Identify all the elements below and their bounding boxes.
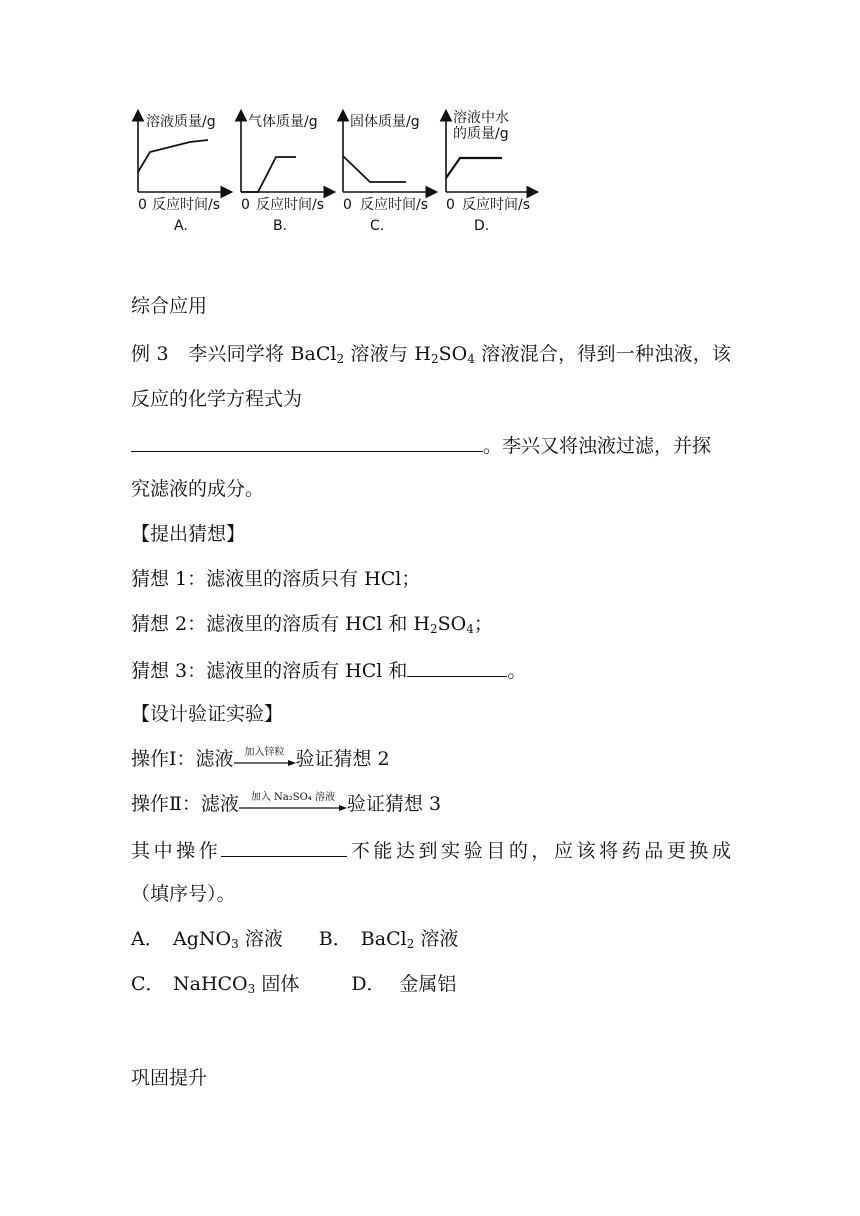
graphs-svg <box>130 106 540 236</box>
answer-blank-operation[interactable] <box>221 836 347 857</box>
graph-b-xlabel: 反应时间/s <box>256 197 325 213</box>
option-a-text: AgNO$_3$ 溶液 <box>173 928 283 951</box>
example3-line4: 究滤液的成分。 <box>131 478 265 500</box>
section-heading-text-2: 巩固提升 <box>131 1067 208 1089</box>
graph-a-xlabel: 反应时间/s <box>152 197 221 213</box>
reaction-condition-2: 加入 Na₂SO₄ 溶液 <box>250 792 335 803</box>
graph-options <box>130 106 540 236</box>
graph-a <box>138 112 230 234</box>
hypothesis-3: 猜想 3：滤液里的溶质有 HCl 和 。 <box>131 656 526 684</box>
graph-d-ylabel-2: 的质量/g <box>453 126 509 142</box>
reaction-condition-1: 加入锌粒 <box>244 747 285 758</box>
curve-a <box>138 140 208 172</box>
graph-b-origin: 0 <box>241 197 250 213</box>
option-c-label: C． <box>131 973 165 995</box>
graph-a-origin: 0 <box>138 197 147 213</box>
curve-b <box>241 157 296 192</box>
example3-line2: 反应的化学方程式为 <box>131 388 303 410</box>
option-b-label: B． <box>318 928 352 950</box>
graph-b <box>241 112 333 234</box>
graph-c-xlabel: 反应时间/s <box>360 197 429 213</box>
graph-c <box>343 112 435 234</box>
graph-c-ylabel: 固体质量/g <box>350 114 420 130</box>
option-b-text: BaCl$_2$ 溶液 <box>360 928 459 951</box>
option-d-label: D． <box>351 973 386 995</box>
graph-d <box>446 109 536 234</box>
option-d-text: 金属铝 <box>399 973 457 995</box>
options-row-2 <box>131 971 456 997</box>
graph-d-ylabel-1: 溶液中水 <box>453 110 509 126</box>
answer-blank-equation[interactable] <box>131 431 483 452</box>
hypothesis-2: 猜想 2：滤液里的溶质有 HCl 和 $H_2SO_4$； <box>131 613 493 636</box>
section-heading-comprehensive <box>131 293 207 319</box>
graph-d-xlabel: 反应时间/s <box>462 197 531 213</box>
answer-blank-hypothesis3[interactable] <box>407 656 507 677</box>
graph-c-origin: 0 <box>343 197 352 213</box>
example3-line3: 。李兴又将浊液过滤，并探 <box>131 431 711 459</box>
graph-b-ylabel: 气体质量/g <box>248 114 318 130</box>
example3-line1: 例 3 李兴同学将 BaCl$_2$ 溶液与 $H_2SO_4$ 溶液混合，得到一种浊液，该 <box>131 343 731 366</box>
graph-c-letter: C. <box>370 218 385 234</box>
operation-1: 操作Ⅰ：滤液 加入锌粒 验证猜想 2 <box>131 747 390 770</box>
reaction-arrow-2 <box>239 792 347 812</box>
curve-d <box>446 158 502 178</box>
reaction-arrow-1 <box>234 747 296 767</box>
graph-a-ylabel: 溶液质量/g <box>146 114 216 130</box>
section-heading-consolidate <box>131 1065 207 1091</box>
curve-c <box>343 156 406 182</box>
design-title: 【设计验证实验】 <box>131 703 284 725</box>
section-heading-text: 综合应用 <box>131 295 208 317</box>
hypothesis-title: 【提出猜想】 <box>131 523 246 545</box>
operation-2: 操作Ⅱ：滤液 加入 Na₂SO₄ 溶液 验证猜想 3 <box>131 792 442 815</box>
option-a-label: A． <box>131 928 164 950</box>
graph-b-letter: B. <box>273 218 288 234</box>
hypothesis-1: 猜想 1：滤液里的溶质只有 HCl； <box>131 568 421 590</box>
question-line2: （填序号）。 <box>131 883 236 905</box>
graph-d-origin: 0 <box>446 197 455 213</box>
graph-a-letter: A. <box>174 218 188 234</box>
question-line1: 其中操作 不能达到实验目的，应该将药品更换成 <box>131 836 731 864</box>
options-row-1 <box>131 926 458 952</box>
option-c-text: NaHCO$_3$ 固体 <box>173 973 300 996</box>
graph-d-letter: D. <box>474 218 490 234</box>
